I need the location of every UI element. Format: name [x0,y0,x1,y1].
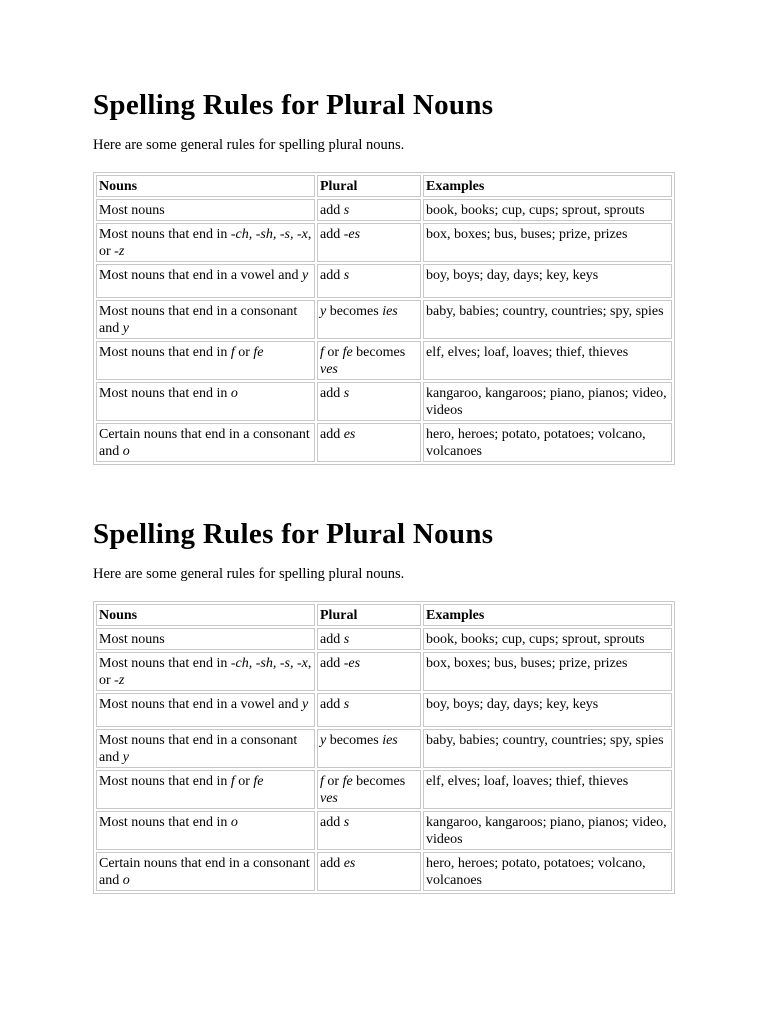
cell-text: add [320,268,344,283]
cell-text: fe [253,345,264,360]
plural-cell [317,729,421,768]
nouns-cell [96,852,315,891]
cell-text: s [343,632,350,647]
table-row [96,652,672,691]
table-row [96,770,672,809]
examples-cell [423,729,672,768]
examples-cell [423,852,672,891]
cell-text: Most nouns that end in [99,774,231,789]
nouns-cell [96,264,315,298]
cell-text: s [343,268,350,283]
cell-text: ves [320,362,338,377]
cell-text: fe [253,774,264,789]
cell-text: add [320,856,344,871]
rules-section [93,517,675,894]
plural-cell [317,223,421,262]
nouns-cell [96,341,315,380]
cell-text: Most nouns [99,632,165,647]
cell-text: f [320,774,324,789]
intro-text: Here are some general rules for spelling plural nouns. [93,566,405,582]
cell-text: add [320,227,344,242]
cell-text: -z [114,673,125,688]
cell-text: becomes [326,733,383,748]
cell-text: s [343,203,350,218]
cell-text: y [320,304,327,319]
cell-text: -es [343,656,361,671]
plural-cell [317,423,421,462]
cell-text: Most nouns that end in a vowel and [99,268,302,283]
plural-cell [317,264,421,298]
nouns-cell [96,652,315,691]
cell-text: o [230,386,238,401]
plural-rules-table [93,601,675,894]
cell-text: o [122,444,130,459]
examples-cell [423,652,672,691]
plural-cell [317,199,421,221]
nouns-cell [96,770,315,809]
rules-section [93,88,675,465]
table-row [96,852,672,891]
cell-text: y [122,750,129,765]
cell-text: y [301,268,309,283]
cell-text: add [320,386,344,401]
cell-text: Most nouns that end in a consonant and [99,304,298,336]
examples-cell [423,264,672,298]
cell-text: elf, elves; loaf, loaves; thief, thieves [426,774,629,789]
table-header-row [96,604,672,626]
cell-text: Most nouns that end in a vowel and [99,697,302,712]
cell-text: box, boxes; bus, buses; prize, prizes [426,227,628,242]
cell-text: o [122,873,130,888]
plural-cell [317,628,421,650]
header-nouns: Nouns [96,604,315,626]
cell-text: Certain nouns that end in a consonant and [99,427,310,459]
cell-text: Certain nouns that end in a consonant and [99,856,310,888]
cell-text: Most nouns that end in [99,345,231,360]
cell-text: hero, heroes; potato, potatoes; volcano, volcanoes [426,856,646,888]
nouns-cell [96,628,315,650]
nouns-cell [96,382,315,421]
table-row [96,223,672,262]
examples-cell [423,628,672,650]
cell-text: fe [342,774,353,789]
cell-text: add [320,697,344,712]
cell-text: becomes [352,345,406,360]
examples-cell [423,811,672,850]
plural-cell [317,341,421,380]
cell-text: Most nouns [99,203,165,218]
cell-text: o [230,815,238,830]
page-title: Spelling Rules for Plural Nouns [93,89,494,121]
examples-cell [423,199,672,221]
cell-text: es [343,427,356,442]
table-row [96,382,672,421]
nouns-cell [96,300,315,339]
cell-text: box, boxes; bus, buses; prize, prizes [426,656,628,671]
header-plural: Plural [317,175,421,197]
nouns-cell [96,423,315,462]
table-row [96,264,672,298]
page-title: Spelling Rules for Plural Nouns [93,518,494,550]
table-row [96,811,672,850]
table-row [96,693,672,727]
cell-text: y [122,321,129,336]
cell-text: add [320,203,344,218]
examples-cell [423,341,672,380]
cell-text: Most nouns that end in [99,815,231,830]
cell-text: -z [114,244,125,259]
plural-cell [317,652,421,691]
cell-text: or [234,345,254,360]
cell-text: -es [343,227,361,242]
cell-text: becomes [326,304,383,319]
table-row [96,628,672,650]
cell-text: book, books; cup, cups; sprout, sprouts [426,632,645,647]
cell-text: or [234,774,254,789]
table-row [96,300,672,339]
cell-text: f [320,345,324,360]
table-row [96,199,672,221]
cell-text: hero, heroes; potato, potatoes; volcano, volcanoes [426,427,646,459]
plural-cell [317,811,421,850]
cell-text: f [230,345,235,360]
cell-text: s [343,815,350,830]
cell-text: ies [382,733,398,748]
plural-cell [317,852,421,891]
cell-text: or [323,774,343,789]
cell-text: Most nouns that end in [99,656,231,671]
cell-text: boy, boys; day, days; key, keys [426,268,599,283]
cell-text: Most nouns that end in [99,386,231,401]
examples-cell [423,693,672,727]
examples-cell [423,382,672,421]
table-row [96,729,672,768]
examples-cell [423,300,672,339]
cell-text: baby, babies; country, countries; spy, spies [426,304,664,319]
plural-cell [317,693,421,727]
cell-text: book, books; cup, cups; sprout, sprouts [426,203,645,218]
cell-text: s [343,386,350,401]
intro-text: Here are some general rules for spelling plural nouns. [93,137,405,153]
table-row [96,341,672,380]
cell-text: baby, babies; country, countries; spy, spies [426,733,664,748]
examples-cell [423,223,672,262]
nouns-cell [96,693,315,727]
cell-text: kangaroo, kangaroos; piano, pianos; video, videos [426,815,667,847]
cell-text: , or [99,656,312,688]
header-nouns: Nouns [96,175,315,197]
cell-text: fe [342,345,353,360]
plural-cell [317,382,421,421]
plural-cell [317,770,421,809]
cell-text: s [343,697,350,712]
cell-text: -ch, -sh, -s, -x [230,656,308,671]
cell-text: , or [99,227,312,259]
cell-text: add [320,656,344,671]
table-header-row [96,175,672,197]
nouns-cell [96,729,315,768]
cell-text: f [230,774,235,789]
cell-text: y [301,697,309,712]
cell-text: elf, elves; loaf, loaves; thief, thieves [426,345,629,360]
cell-text: add [320,427,344,442]
plural-rules-table [93,172,675,465]
cell-text: y [320,733,327,748]
header-examples: Examples [423,604,672,626]
cell-text: add [320,632,344,647]
cell-text: becomes [352,774,406,789]
cell-text: ves [320,791,338,806]
header-plural: Plural [317,604,421,626]
cell-text: -ch, -sh, -s, -x [230,227,308,242]
cell-text: Most nouns that end in a consonant and [99,733,298,765]
table-row [96,423,672,462]
plural-cell [317,300,421,339]
header-examples: Examples [423,175,672,197]
cell-text: kangaroo, kangaroos; piano, pianos; video, videos [426,386,667,418]
cell-text: or [323,345,343,360]
nouns-cell [96,223,315,262]
examples-cell [423,770,672,809]
cell-text: boy, boys; day, days; key, keys [426,697,599,712]
examples-cell [423,423,672,462]
cell-text: Most nouns that end in [99,227,231,242]
cell-text: es [343,856,356,871]
nouns-cell [96,199,315,221]
cell-text: ies [382,304,398,319]
cell-text: add [320,815,344,830]
nouns-cell [96,811,315,850]
